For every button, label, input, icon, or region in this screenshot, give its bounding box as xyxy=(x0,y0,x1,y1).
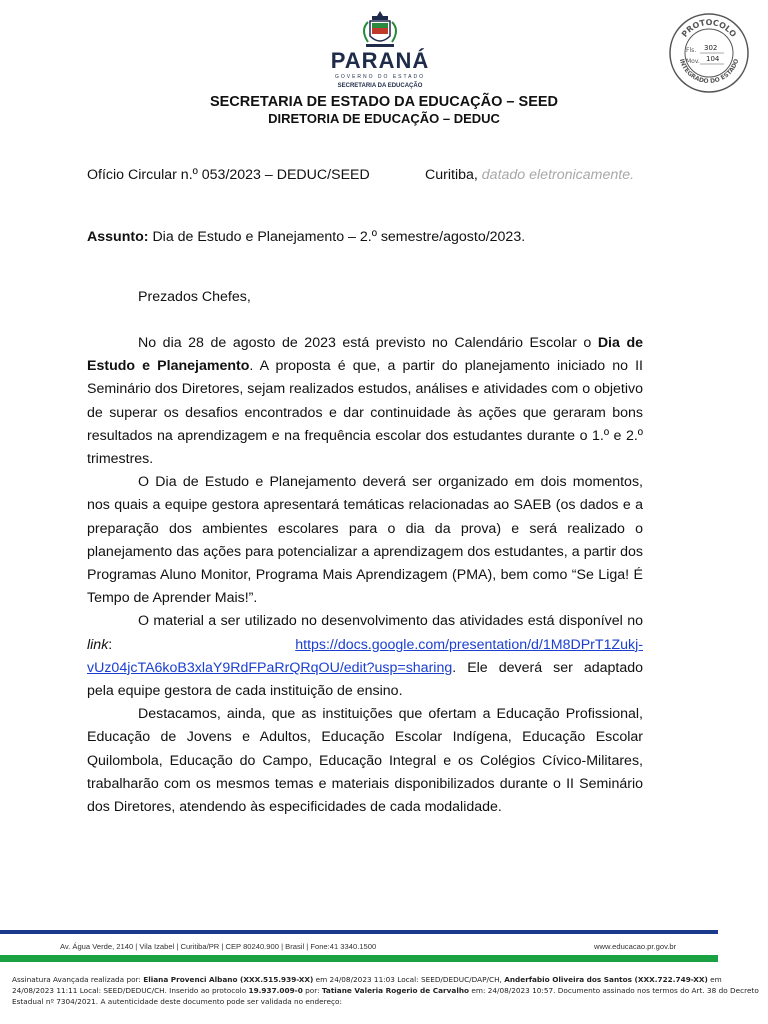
letter-place-date xyxy=(425,164,634,187)
signature-text-4: por: xyxy=(302,986,322,995)
document-header-secretariat: SECRETARIA DE ESTADO DA EDUCAÇÃO – SEED xyxy=(209,94,559,110)
subject-label: Assunto: xyxy=(87,229,149,245)
inserted-by: Tatiane Valeria Rogerio de Carvalho xyxy=(321,986,470,995)
footer-address: Av. Água Verde, 2140 | Vila Izabel | Curitiba/PR | CEP 80240.900 | Brasil | Fone:41 3340.1500 xyxy=(60,942,377,951)
letter-body xyxy=(87,332,643,819)
paragraph-2: O Dia de Estudo e Planejamento deverá ser organizado em dois momentos, nos quais a equipe gestora apresentará temáticas relacionadas ao SAEB (os dados e a preparação dos ambientes escolares para o dia da prova) e será realizado o planejamento das ações para potencializar a aprendizagem dos estudantes, a partir dos Programas Aluno Monitor, Programa Mais Aprendizagem (PMA), bem como “Se Liga! É Tempo de Aprender Mais!”. xyxy=(87,474,643,607)
brand-department: SECRETARIA DA EDUCAÇÃO xyxy=(337,83,423,89)
footer-bar xyxy=(0,955,718,962)
document-header-directorate: DIRETORIA DE EDUCAÇÃO – DEDUC xyxy=(268,111,500,126)
stamp-mov-value: 104 xyxy=(706,55,720,63)
brand-name: PARANÁ xyxy=(330,48,430,73)
signature-text-3: em 24/08/2023 11:11 Local: SEED/DEDUC/CH. Inserido ao protocolo xyxy=(12,975,722,995)
paragraph-3-text-b: . Ele deverá ser adaptado pela equipe gestora de cada instituição de ensino. xyxy=(87,659,643,700)
protocol-number: 19.937.009-0 xyxy=(248,986,303,995)
footer-website: www.educacao.pr.gov.br xyxy=(594,942,677,951)
parana-logo xyxy=(300,10,460,92)
paragraph-1-bold: Dia de Estudo e Planejamento xyxy=(87,335,643,375)
letter-reference: Ofício Circular n.º 053/2023 – DEDUC/SEED xyxy=(87,167,370,183)
stamp-mov-label: Mov. xyxy=(686,58,700,65)
paragraph-3-text-a: O material a ser utilizado no desenvolvimento das atividades está disponível no xyxy=(138,613,643,630)
subject-text: Dia de Estudo e Planejamento – 2.º semestre/agosto/2023. xyxy=(152,229,526,245)
paragraph-1-text-a: No dia 28 de agosto de 2023 está previsto no Calendário Escolar o xyxy=(138,335,598,351)
protocol-stamp xyxy=(668,12,750,94)
letter-salutation: Prezados Chefes, xyxy=(138,289,251,305)
paragraph-1-text-b: . A proposta é que, a partir do planejamento iniciado no II Seminário dos Diretores, sejam realizados estudos, análises e atividades com o objetivo de superar os desafios encontrados e dar continuidade às ações que geraram bons resultados na aprendizagem e na frequência escolar dos estudantes durante o 1.º e 2.º trimestres. xyxy=(87,358,643,468)
paragraph-1 xyxy=(87,332,643,471)
letter-subject xyxy=(87,226,525,249)
material-link[interactable]: https://docs.google.com/presentation/d/1M8DPrT1Zukj-vUz04jcTA6koB3xlaY9RdFPaRrQRqOU/edit?usp=sharing xyxy=(87,636,643,676)
coat-of-arms-icon xyxy=(358,10,402,50)
signature-block xyxy=(12,974,762,1007)
stamp-bottom-text: INTEGRADO DO ESTADO xyxy=(677,58,741,86)
stamp-fls-value: 302 xyxy=(704,44,718,52)
paragraph-3-link-word: link xyxy=(87,636,109,653)
paragraph-3-colon: : xyxy=(108,636,296,653)
stamp-top-text: PROTOCOLO xyxy=(680,17,738,39)
signer-1: Eliana Provenci Albano (XXX.515.939-XX) xyxy=(143,975,314,984)
paragraph-4: Destacamos, ainda, que as instituições que ofertam a Educação Profissional, Educação de Jovens e Adultos, Educação Escolar Indígena, Educação Escolar Quilombola, Educação do Campo, Educação Integral e os Colégios Cívico-Militares, trabalharão com os mesmos temas e materiais disponibilizados durante o II Seminário dos Diretores, atendendo às especificidades de cada modalidade. xyxy=(87,706,643,816)
brand-subtitle: GOVERNO DO ESTADO xyxy=(334,74,426,80)
letter-city: Curitiba, xyxy=(425,167,478,183)
footer-rule xyxy=(0,930,718,934)
letter-date-note: datado eletronicamente. xyxy=(481,167,635,183)
signature-text-5: em: 24/08/2023 10:57. Documento assinado nos termos do Art. 38 do Decreto Estadual nº 7304/2021. A autenticidade deste documento pode ser validada no endereço: xyxy=(12,986,759,1006)
svg-text:PROTOCOLO xyxy=(680,18,738,39)
signature-text-2: em 24/08/2023 11:03 Local: SEED/DEDUC/DAP/CH, xyxy=(313,975,505,984)
paragraph-3 xyxy=(87,610,643,703)
signer-2: Anderfabio Oliveira dos Santos (XXX.722.749-XX) xyxy=(504,975,708,984)
stamp-fls-label: Fls. xyxy=(686,47,697,54)
signature-text-1: Assinatura Avançada realizada por: xyxy=(12,975,144,984)
